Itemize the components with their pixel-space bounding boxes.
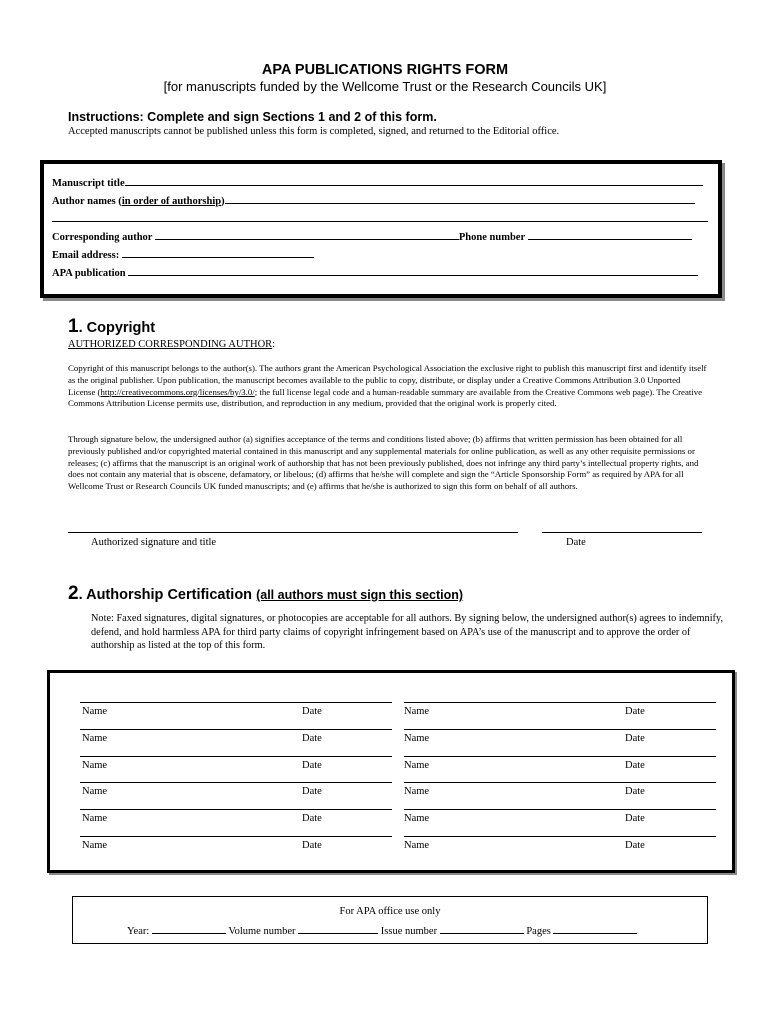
author-date-label: Date [302,759,322,771]
email-label: Email address: [52,250,120,261]
phone-number-label: Phone number [458,232,525,243]
author-date-label: Date [625,840,645,851]
signature-date-field[interactable] [542,532,702,533]
section1-number: 1 [68,316,79,337]
author-date-label: Date [302,786,322,798]
manuscript-title-field[interactable] [125,176,703,186]
year-field[interactable] [152,924,226,934]
author-name-label: Name [404,786,430,798]
section1-title: . Copyright [78,320,156,336]
author-names-label: Author names ( [52,196,122,207]
authorized-author-label: AUTHORIZED CORRESPONDING AUTHOR [68,339,273,350]
copyright-text-start: Copyright of this manuscript belongs to the author(s). The authors grant the American Psychological Association the exclusive right to publish this manuscript first and identify itself as the original publisher. Upon publication, the manuscript becomes available to the public to copy, distribute, or display under a Creative Commons Attribution 3.0 Unported License ( [68,363,707,397]
manuscript-title-label: Manuscript title [52,178,125,189]
author-name-label: Name [404,706,430,717]
author-name-label: Name [82,759,108,771]
author-name-label: Name [82,706,108,717]
email-row [52,248,314,261]
author-date-label: Date [302,706,322,717]
author-signature-line[interactable] [404,782,716,783]
apa-publication-row [52,266,698,279]
section2-note: Note: Faxed signatures, digital signatures, or photocopies are acceptable for all authors. By signing below, the undersigned author(s) agrees to indemnify, defend, and hold harmless APA for third party claims of copyright infringement based on APA’s use of the manuscript and to approve the order of authorship as listed at the top of this form. [91,613,724,652]
office-use-title: For APA office use only [339,906,441,917]
author-date-label: Date [625,813,645,825]
section2-subtitle: (all authors must sign this section) [256,588,464,602]
author-date-label: Date [302,813,322,825]
instructions-text: Accepted manuscripts cannot be published unless this form is completed, signed, and returned to the Editorial office. [68,126,560,137]
copyright-text-end: ; the full license legal code and a human-readable summary are available from the Creative Commons web page). The Creative Commons Attribution License permits use, distribution, and reproduction in any medium, provided that the original work is properly cited. [68,386,703,409]
author-date-label: Date [625,786,645,798]
pages-label: Pages [526,926,551,937]
author-names-close: ) [221,196,225,207]
authorized-author-colon: : [272,339,276,350]
section2-number: 2 [68,583,79,604]
author-name-label: Name [404,840,430,851]
manuscript-title-row [52,176,703,189]
author-signature-line[interactable] [80,756,392,757]
copyright-paragraph [68,363,708,410]
author-signature-line[interactable] [404,702,716,703]
author-signature-line[interactable] [80,782,392,783]
section2-heading [68,583,463,605]
author-signature-line[interactable] [404,756,716,757]
author-signature-line[interactable] [80,809,392,810]
authorized-signature-field[interactable] [68,532,518,533]
form-title: APA PUBLICATIONS RIGHTS FORM [261,62,509,78]
authorized-author-heading [68,339,275,350]
author-name-label: Name [82,813,108,825]
author-date-label: Date [302,840,322,851]
author-name-label: Name [404,732,430,744]
author-name-label: Name [404,759,430,771]
author-names-field[interactable] [225,194,695,204]
author-name-label: Name [82,732,108,744]
corresponding-author-field[interactable] [155,230,459,240]
author-name-label: Name [82,786,108,798]
author-names-row [52,194,695,207]
author-name-label: Name [404,813,430,825]
author-date-label: Date [302,732,322,744]
section2-title: . Authorship Certification [78,587,253,603]
phone-number-field[interactable] [528,230,692,240]
section1-heading [68,316,155,338]
issue-label: Issue number [380,926,438,937]
author-signature-line[interactable] [404,836,716,837]
signature-label: Authorized signature and title [91,537,217,548]
author-signature-line[interactable] [404,729,716,730]
author-signature-line[interactable] [404,809,716,810]
issue-field[interactable] [440,924,524,934]
author-name-label: Name [82,840,108,851]
email-field[interactable] [122,248,314,258]
volume-field[interactable] [298,924,378,934]
author-signature-line[interactable] [80,836,392,837]
author-signature-line[interactable] [80,702,392,703]
author-date-label: Date [625,732,645,744]
author-names-emphasis: in order of authorship [121,196,222,207]
author-signature-line[interactable] [80,729,392,730]
year-label: Year: [127,926,150,937]
signature-date-label: Date [566,537,586,548]
form-subtitle: [for manuscripts funded by the Wellcome Trust or the Research Councils UK] [163,79,607,94]
author-names-field-line2[interactable] [52,221,708,222]
office-use-fields [127,924,637,937]
corresponding-author-row [52,230,692,243]
volume-label: Volume number [228,926,296,937]
corresponding-author-label: Corresponding author [52,232,153,243]
author-date-label: Date [625,759,645,771]
pages-field[interactable] [553,924,637,934]
instructions-heading: Instructions: Complete and sign Sections 1 and 2 of this form. [68,110,437,124]
signature-terms-paragraph: Through signature below, the undersigned author (a) signifies acceptance of the terms and conditions listed above; (b) affirms that written permission has been obtained for all previously published and/or copyrighted material contained in this manuscript and any supplemental materials for online publication, as well as any other requisite permissions or releases; (c) affirms that the manuscript is an original work of authorship that has not been previously published, does not infringe any third party’s intellectual property rights, and does not contain any material that is obscene, defamatory, or libelous; (d) affirms that he/she will complete and sign the “Article Sponsorship Form” as required by APA for all Wellcome Trust or Research Councils UK funded manuscripts; and (e) affirms that he/she is authorized to sign this form on behalf of all authors. [68,434,699,492]
apa-publication-label: APA publication [52,268,126,279]
apa-publication-field[interactable] [128,266,698,276]
license-link[interactable]: http://creativecommons.org/licenses/by/3.0/ [100,386,255,397]
author-date-label: Date [625,706,645,717]
